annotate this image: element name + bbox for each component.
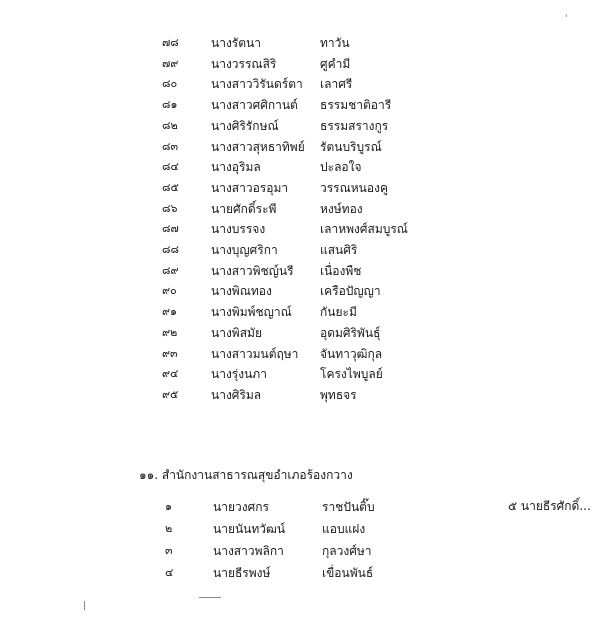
list-item (0, 345, 612, 363)
given-name: นายวงศกร (213, 500, 269, 514)
given-name: นางพิณทอง (211, 284, 272, 299)
surname: จันทาวุฒิกุล (320, 346, 383, 361)
surname: เครือปัญญา (320, 284, 381, 299)
item-number: ๓ (165, 544, 173, 557)
surname: ราชปันติ๊บ (322, 500, 375, 514)
list-item (0, 138, 612, 156)
given-name: นางบรรจง (211, 222, 266, 237)
item-number: ๘๖ (162, 201, 178, 215)
list-item (0, 34, 612, 52)
surname: แอบแฝง (322, 522, 366, 536)
given-name: นางรัตนา (211, 36, 261, 50)
surname: วรรณหนองคู (320, 180, 388, 195)
section-heading: ๑๑. สำนักงานสาธารณสุขอำเภอร้องกวาง (139, 468, 353, 482)
list-item (0, 158, 612, 176)
item-number: ๘๐ (162, 77, 178, 91)
item-number: ๗๙ (162, 56, 179, 70)
item-number: ๙๒ (162, 325, 178, 339)
given-name: นางสาวศศิกานต์ (211, 98, 298, 113)
list-item (0, 564, 612, 582)
item-number: ๙๕ (162, 387, 179, 401)
scan-mark: ' (565, 14, 568, 24)
list-item (0, 200, 612, 218)
surname: โครงไพบูลย์ (320, 367, 383, 382)
list-item (0, 96, 612, 114)
list-item (0, 179, 612, 197)
item-number: ๘๙ (162, 263, 179, 277)
list-item (0, 324, 612, 342)
item-number: ๘๑ (162, 98, 178, 112)
item-number: ๙๐ (162, 284, 177, 298)
list-item (0, 365, 612, 383)
surname: เขื่อนพันธ์ (322, 566, 374, 580)
list-item (0, 386, 612, 404)
given-name: นางสาวพิชญ์นรี (211, 263, 294, 278)
given-name: นางอุริมล (211, 160, 261, 175)
item-number: ๘๘ (162, 243, 179, 256)
list-item (0, 117, 612, 135)
list-item (0, 55, 612, 73)
list-item (0, 520, 612, 538)
list-item (0, 282, 612, 300)
list-item (0, 303, 612, 321)
item-number: ๘๔ (162, 160, 179, 174)
surname: กุลวงศ์ษา (322, 544, 372, 558)
item-number: ๘๗ (162, 222, 179, 236)
scan-artifact-line (199, 597, 221, 598)
given-name: นางสาวมนต์ฤษา (211, 346, 299, 361)
given-name: นางสาวอรอุมา (211, 180, 289, 195)
surname: ธรรมชาติอารี (320, 98, 392, 113)
surname: กันยะมี (320, 305, 357, 320)
given-name: นางรุ่งนภา (211, 367, 267, 382)
given-name: นางศิริมล (211, 387, 262, 402)
item-number: ๙๔ (162, 367, 179, 381)
given-name: นางวรรณสิริ (211, 56, 277, 71)
given-name: นางพิมพ์ชญาณ์ (211, 305, 292, 320)
surname: ศูคำมี (320, 56, 351, 71)
list-item (0, 542, 612, 560)
given-name: นางสาวสุหธาทิพย์ (211, 139, 305, 154)
list-item (0, 220, 612, 238)
surname: เนื่องพืช (320, 263, 362, 278)
surname: เลาศรี (320, 77, 353, 92)
surname: หงษ์ทอง (320, 201, 363, 216)
surname: พุทธจร (320, 387, 357, 402)
item-number: ๔ (165, 566, 174, 579)
given-name: นางพิสมัย (211, 325, 262, 340)
item-number: ๑ (165, 500, 172, 513)
given-name: นายศักดิ์ระพี (211, 201, 277, 216)
item-number: ๘๕ (162, 180, 179, 194)
scan-artifact-tick (84, 601, 85, 610)
list-item (0, 241, 612, 259)
given-name: นางสาววิรันดร์ตา (211, 77, 303, 92)
given-name: นายนันทวัฒน์ (213, 522, 286, 536)
surname: ธรรมสรางกูร (320, 118, 389, 133)
next-page-continuation: ๕ นายธีรศักดิ์... (508, 499, 591, 513)
list-item (0, 262, 612, 280)
surname: ปะลอใจ (320, 160, 362, 175)
item-number: ๙๓ (162, 346, 178, 360)
item-number: ๘๒ (162, 118, 178, 132)
item-number: ๘๓ (162, 139, 179, 153)
given-name: นางสาวพลิกา (213, 544, 284, 558)
given-name: นางบุญศริกา (211, 243, 278, 257)
given-name: นายธีรพงษ์ (213, 566, 271, 580)
surname: แสนศิริ (320, 243, 358, 257)
surname: รัตนบริบูรณ์ (320, 139, 382, 154)
surname: เลาหพงศ์สมบูรณ์ (320, 222, 408, 237)
list-item (0, 75, 612, 93)
surname: ทาวัน (320, 36, 350, 50)
item-number: ๗๘ (162, 36, 179, 49)
item-number: ๒ (165, 522, 173, 535)
item-number: ๙๑ (162, 305, 178, 319)
surname: อุดมศิริพันธุ์ (320, 325, 381, 340)
given-name: นางศิริรักษณ์ (211, 118, 279, 133)
